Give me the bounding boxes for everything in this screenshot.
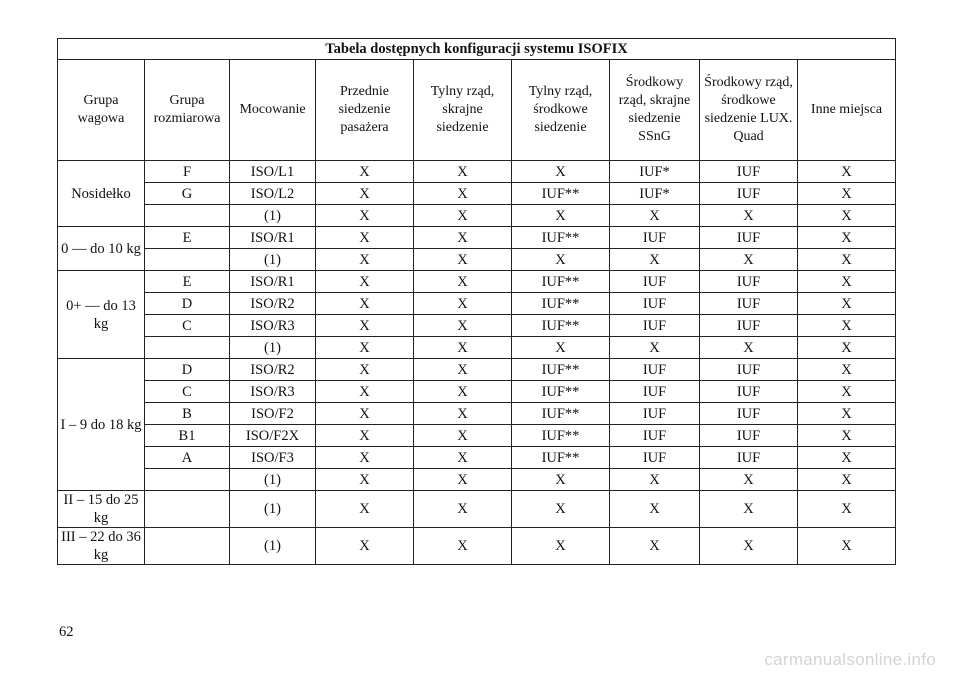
table-cell: E [145,271,230,293]
table-cell: ISO/R3 [230,381,316,403]
table-cell: ISO/F2X [230,425,316,447]
table-cell: X [798,447,896,469]
table-cell: E [145,227,230,249]
table-cell: X [798,381,896,403]
table-row [58,271,896,293]
table-cell: B1 [145,425,230,447]
table-cell: X [798,183,896,205]
table-cell [145,249,230,271]
table-cell: F [145,161,230,183]
table-cell [145,469,230,491]
table-cell: ISO/F2 [230,403,316,425]
table-cell: IUF [700,447,798,469]
table-cell: ISO/R2 [230,293,316,315]
table-cell: X [798,315,896,337]
table-cell: IUF [610,425,700,447]
table-cell: X [700,249,798,271]
table-cell: X [798,249,896,271]
table-cell: IUF [610,403,700,425]
table-cell: IUF [700,425,798,447]
table-cell: IUF** [512,315,610,337]
table-cell: X [316,447,414,469]
table-cell: X [414,271,512,293]
table-cell: ISO/R3 [230,315,316,337]
table-cell: IUF* [610,161,700,183]
table-row [58,528,896,565]
table-cell: X [414,315,512,337]
table-cell: (1) [230,249,316,271]
table-cell: X [798,528,896,565]
table-cell: X [414,161,512,183]
table-cell: X [512,161,610,183]
table-cell: IUF [700,359,798,381]
table-cell: IUF** [512,359,610,381]
table-cell: IUF** [512,293,610,315]
table-cell [145,205,230,227]
table-title: Tabela dostępnych konfiguracji systemu ISOFIX [58,39,896,60]
weight-group-cell: II – 15 do 25 kg [58,491,145,528]
table-cell: X [512,337,610,359]
table-cell: IUF [700,271,798,293]
table-cell: (1) [230,528,316,565]
watermark: carmanualsonline.info [764,650,936,669]
table-cell: X [798,491,896,528]
column-header: Środkowy rząd, skrajne siedzenie SSnG [610,60,700,161]
table-cell: X [512,205,610,227]
table-cell: X [798,425,896,447]
table-cell: (1) [230,469,316,491]
table-cell: X [512,491,610,528]
table-cell: X [414,381,512,403]
isofix-table [57,38,896,565]
table-cell: X [316,249,414,271]
table-cell: IUF** [512,447,610,469]
table-cell: IUF** [512,271,610,293]
column-header: Mocowanie [230,60,316,161]
table-cell: X [798,293,896,315]
table-cell: IUF [700,183,798,205]
table-cell: IUF** [512,403,610,425]
table-cell: X [414,403,512,425]
table-cell: X [414,447,512,469]
table-cell: X [414,183,512,205]
table-cell: X [610,469,700,491]
table-cell: X [414,249,512,271]
table-row [58,425,896,447]
table-cell: A [145,447,230,469]
weight-group-cell: I – 9 do 18 kg [58,359,145,491]
table-cell: ISO/R2 [230,359,316,381]
table-row [58,249,896,271]
table-row [58,315,896,337]
table-cell: X [316,425,414,447]
table-cell: X [316,315,414,337]
table-cell: X [414,359,512,381]
table-cell: IUF [610,315,700,337]
table-cell: X [512,469,610,491]
table-cell: IUF* [610,183,700,205]
table-cell: IUF [700,227,798,249]
table-row [58,403,896,425]
table-cell: X [414,528,512,565]
table-cell: ISO/L2 [230,183,316,205]
table-cell: IUF [610,359,700,381]
table-cell: IUF [700,403,798,425]
table-cell: X [798,337,896,359]
table-cell: X [316,227,414,249]
table-cell: IUF [700,161,798,183]
table-cell: X [414,205,512,227]
table-cell: (1) [230,491,316,528]
table-cell: B [145,403,230,425]
table-cell: X [798,205,896,227]
table-row [58,447,896,469]
table-cell: ISO/R1 [230,271,316,293]
table-row [58,359,896,381]
table-cell: ISO/R1 [230,227,316,249]
table-cell: X [316,205,414,227]
table-row [58,293,896,315]
table-cell: X [316,183,414,205]
table-cell: X [798,469,896,491]
table-cell: X [700,337,798,359]
table-cell: X [798,403,896,425]
column-header: Tylny rząd, skrajne siedzenie [414,60,512,161]
table-cell: IUF [610,271,700,293]
table-cell: IUF [610,381,700,403]
column-header: Przednie siedzenie pasażera [316,60,414,161]
table-cell: X [798,271,896,293]
table-cell: X [700,469,798,491]
table-cell: IUF [610,447,700,469]
table-cell: IUF [610,293,700,315]
table-cell: IUF** [512,183,610,205]
table-cell: X [798,359,896,381]
table-cell: IUF [700,293,798,315]
table-row [58,491,896,528]
table-row [58,381,896,403]
table-cell: X [414,337,512,359]
weight-group-cell: 0 — do 10 kg [58,227,145,271]
table-cell: X [610,205,700,227]
column-header: Tylny rząd, środkowe siedzenie [512,60,610,161]
table-row [58,469,896,491]
table-cell: C [145,315,230,337]
table-cell: X [798,227,896,249]
table-cell [145,491,230,528]
table-cell: X [414,469,512,491]
table-cell: (1) [230,205,316,227]
table-cell: (1) [230,337,316,359]
column-header: Grupa rozmiarowa [145,60,230,161]
table-row [58,337,896,359]
table-cell: X [798,161,896,183]
table-cell: X [316,469,414,491]
table-cell: X [316,381,414,403]
table-cell: IUF** [512,227,610,249]
table-cell: IUF [700,315,798,337]
table-cell: X [414,491,512,528]
table-body [58,161,896,565]
table-cell: X [414,227,512,249]
table-cell: X [512,528,610,565]
table-cell: X [610,491,700,528]
table-cell: ISO/L1 [230,161,316,183]
table-cell: X [610,528,700,565]
table-cell: X [316,271,414,293]
column-header: Środkowy rząd, środkowe siedzenie LUX. Quad [700,60,798,161]
page-number: 62 [59,624,74,640]
weight-group-cell: Nosidełko [58,161,145,227]
table-cell: X [316,337,414,359]
table-cell: X [700,528,798,565]
table-cell: X [316,491,414,528]
column-header: Inne miejsca [798,60,896,161]
weight-group-cell: III – 22 do 36 kg [58,528,145,565]
weight-group-cell: 0+ — do 13 kg [58,271,145,359]
table-cell: ISO/F3 [230,447,316,469]
table-cell: IUF** [512,381,610,403]
table-cell: X [414,293,512,315]
table-row [58,205,896,227]
table-cell: X [316,528,414,565]
table-row [58,183,896,205]
table-cell: IUF [700,381,798,403]
table-cell: G [145,183,230,205]
table-cell: X [414,425,512,447]
column-header: Grupa wagowa [58,60,145,161]
table-cell [145,528,230,565]
table-cell: IUF [610,227,700,249]
table-cell: X [316,161,414,183]
table-cell: X [316,359,414,381]
table-cell [145,337,230,359]
table-cell: X [610,249,700,271]
table-cell: X [610,337,700,359]
table-cell: X [700,205,798,227]
table-cell: IUF** [512,425,610,447]
table-cell: X [512,249,610,271]
table-cell: D [145,293,230,315]
table-cell: D [145,359,230,381]
table-row [58,161,896,183]
table-cell: X [700,491,798,528]
table-cell: X [316,293,414,315]
table-row [58,227,896,249]
table-cell: C [145,381,230,403]
table-cell: X [316,403,414,425]
